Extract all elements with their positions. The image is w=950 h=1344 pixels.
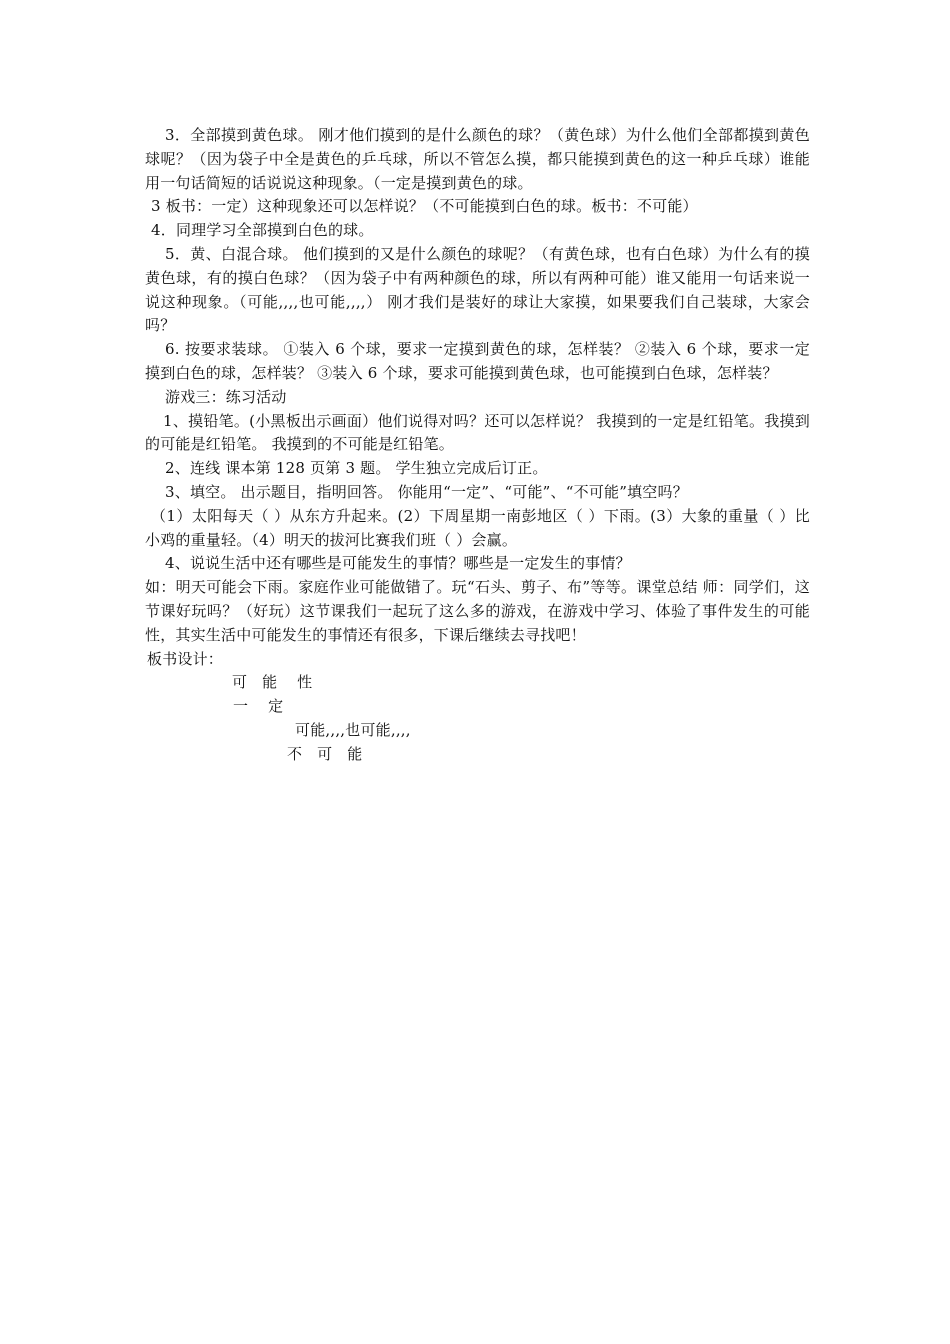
paragraph-board-certain: 3 板书：一定）这种现象还可以怎样说？（不可能摸到白色的球。板书：不可能） — [151, 197, 698, 216]
paragraph-discussion: 4、说说生活中还有哪些是可能发生的事情？哪些是一定发生的事情？ — [165, 554, 631, 573]
paragraph-all-yellow: 3．全部摸到黄色球。 刚才他们摸到的是什么颜色的球？（黄色球）为什么他们全部都摸到黄色球呢？（因为袋子中全是黄色的乒乓球，所以不管怎么摸，都只能摸到黄色的这一种乒乓球）谁能用一句话简短的话说说这种现象。（一定是摸到黄色的球。 — [145, 126, 810, 192]
paragraph-mixed-balls: 5．黄、白混合球。 他们摸到的又是什么颜色的球呢？（有黄色球，也有白色球）为什么有的摸黄色球，有的摸白色球？（因为袋子中有两种颜色的球，所以有两种可能）谁又能用一句话来说一说这种现象。（可能,,,,也可能,,,,） 刚才我们是装好的球让大家摸，如果要我们自己装球，大家会吗？ — [145, 244, 810, 335]
board-design-heading: 板书设计： — [147, 649, 224, 668]
board-design-title: 可 能 性 — [232, 673, 313, 692]
paragraph-fill-blank: 3、填空。 出示题目，指明回答。 你能用“一定”、“可能”、“不可能”填空吗？ — [165, 482, 688, 501]
document-body — [145, 124, 810, 767]
paragraph-matching: 2、连线 课本第 128 页第 3 题。 学生独立完成后订正。 — [165, 459, 548, 478]
paragraph-all-white: 4．同理学习全部摸到白色的球。 — [151, 221, 374, 240]
board-design-certain: 一 定 — [233, 697, 284, 716]
paragraph-fill-blank-questions: （1）太阳每天（ ）从东方升起来。(2）下周星期一南彭地区（ ）下雨。(3）大象的重量（ ）比小鸡的重量轻。（4）明天的拔河比赛我们班（ ）会赢。 — [145, 506, 810, 549]
game-three-heading: 游戏三：练习活动 — [165, 387, 287, 406]
paragraph-summary: 如：明天可能会下雨。家庭作业可能做错了。玩“石头、剪子、布”等等。课堂总结 师：同学们，这节课好玩吗？（好玩）这节课我们一起玩了这么多的游戏，在游戏中学习、体验了事件发生的可能性，其实生活中可能发生的事情还有很多，下课后继续去寻找吧！ — [145, 578, 810, 644]
board-design-possible: 可能,,,,也可能,,,, — [295, 720, 411, 739]
board-design-impossible: 不 可 能 — [287, 744, 363, 763]
paragraph-pencils: 1、摸铅笔。(小黑板出示画面）他们说得对吗？还可以怎样说？ 我摸到的一定是红铅笔。我摸到的可能是红铅笔。 我摸到的不可能是红铅笔。 — [145, 411, 810, 454]
paragraph-pack-balls: 6. 按要求装球。 ①装入 6 个球，要求一定摸到黄色的球，怎样装？ ②装入 6 个球，要求一定摸到白色的球，怎样装？ ③装入 6 个球，要求可能摸到黄色球，也可能摸到白色球，怎样装？ — [145, 340, 810, 382]
